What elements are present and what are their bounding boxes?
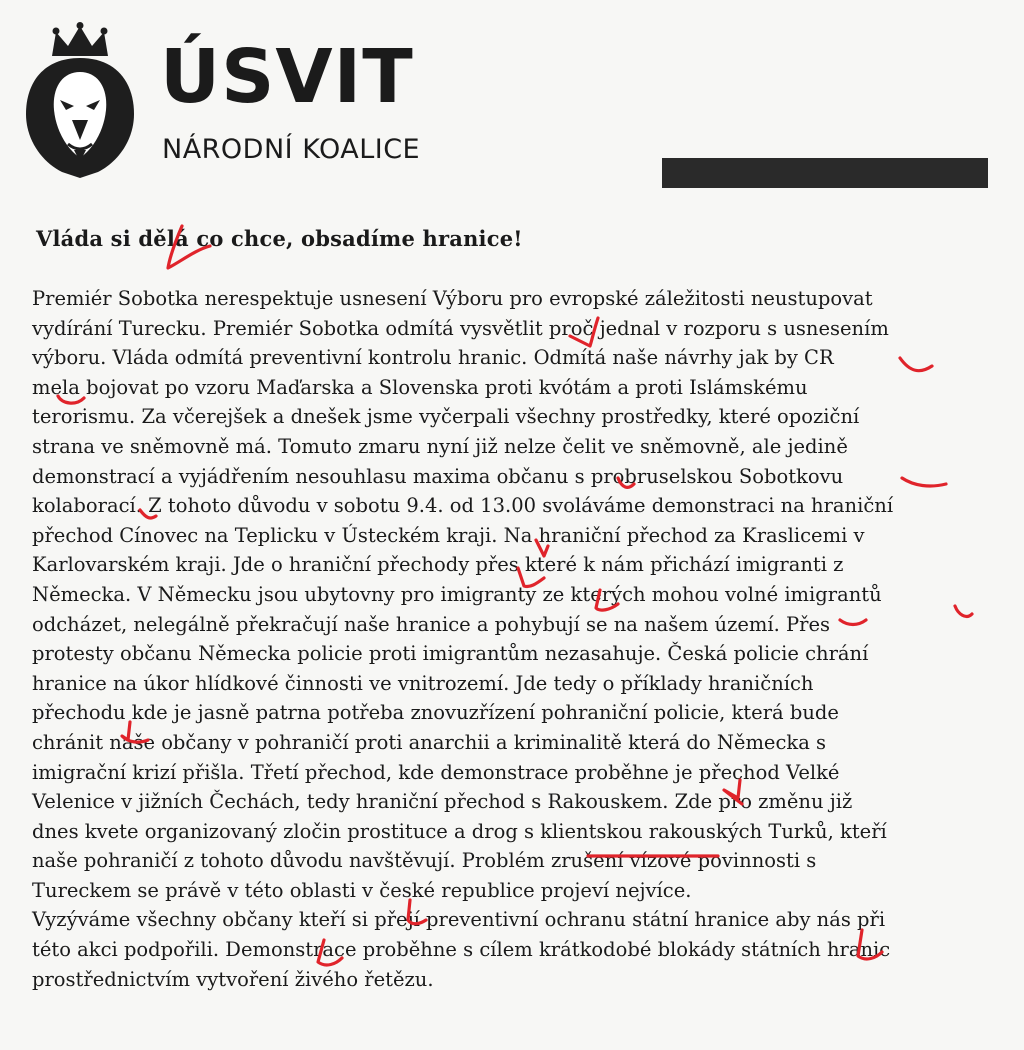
- body-line: Velenice v jižních Čechách, tedy hraniční přechod s Rakouskem. Zde pro změnu již: [32, 790, 853, 814]
- lion-crown-icon: [22, 22, 138, 180]
- body-line: mela bojovat po vzoru Maďarska a Slovenska proti kvótám a proti Islámskému: [32, 375, 808, 399]
- body-line: Tureckem se právě v této oblasti v české republice projeví nejvíce.: [32, 878, 692, 902]
- body-line: Vyzýváme všechny občany kteří si přejí preventivní ochranu státní hranice aby nás při: [32, 908, 886, 932]
- body-line: přechodu kde je jasně patrna potřeba znovuzřízení pohraniční policie, která bude: [32, 701, 839, 725]
- body-line: terorismu. Za včerejšek a dnešek jsme vyčerpali všechny prostředky, které opoziční: [32, 405, 860, 429]
- body-line: vydírání Turecku. Premiér Sobotka odmítá vysvětlit proč jednal v rozporu s usnesením: [32, 316, 889, 340]
- body-line: imigrační krizí přišla. Třetí přechod, kde demonstrace proběhne je přechod Velké: [32, 760, 840, 784]
- body-line: odcházet, nelegálně překračují naše hranice a pohybují se na našem území. Přes: [32, 612, 831, 636]
- body-line: Premiér Sobotka nerespektuje usnesení Výboru pro evropské záležitosti neustupovat: [32, 287, 873, 310]
- body-line: Německa. V Německu jsou ubytovny pro imigranty ze kterých mohou volné imigrantů: [32, 582, 882, 606]
- body-line: Karlovarském kraji. Jde o hraniční přechody přes které k nám přichází imigranti z: [32, 553, 844, 577]
- body-line: přechod Cínovec na Teplicku v Ústeckém kraji. Na hraniční přechod za Kraslicemi v: [32, 523, 865, 547]
- body-line: strana ve sněmovně má. Tomuto zmaru nyní již nelze čelit ve sněmovně, ale jedině: [32, 434, 848, 458]
- document-title: Vláda si dělá co chce, obsadíme hranice!: [36, 226, 523, 251]
- body-line: této akci podpořili. Demonstrace proběhne s cílem krátkodobé blokády státních hranic: [32, 938, 891, 962]
- body-line: demonstrací a vyjádřením nesouhlasu maxima občanu s probruselskou Sobotkovu: [32, 464, 844, 488]
- body-line: výboru. Vláda odmítá preventivní kontrolu hranic. Odmítá naše návrhy jak by CR: [32, 346, 834, 370]
- brand-subtitle: NÁRODNÍ KOALICE: [162, 134, 421, 165]
- body-line: dnes kvete organizovaný zločin prostituce a drog s klientskou rakouských Turků, kteří: [32, 819, 887, 843]
- redaction-bar: [662, 158, 988, 188]
- body-line: naše pohraničí z tohoto důvodu navštěvují. Problém zrušení vízové povinnosti s: [32, 849, 817, 873]
- body-line: prostřednictvím vytvoření živého řetězu.: [32, 967, 434, 991]
- brand-name: ÚSVIT: [160, 34, 414, 120]
- body-line: kolaborací. Z tohoto důvodu v sobotu 9.4. od 13.00 svoláváme demonstraci na hraniční: [32, 494, 894, 518]
- document-body: [32, 284, 1000, 994]
- body-line: chránit naše občany v pohraničí proti anarchii a kriminalitě která do Německa s: [32, 730, 827, 754]
- body-line: hranice na úkor hlídkové činnosti ve vnitrozemí. Jde tedy o příklady hraničních: [32, 671, 814, 695]
- body-line: protesty občanu Německa policie proti imigrantům nezasahuje. Česká policie chrání: [32, 642, 869, 666]
